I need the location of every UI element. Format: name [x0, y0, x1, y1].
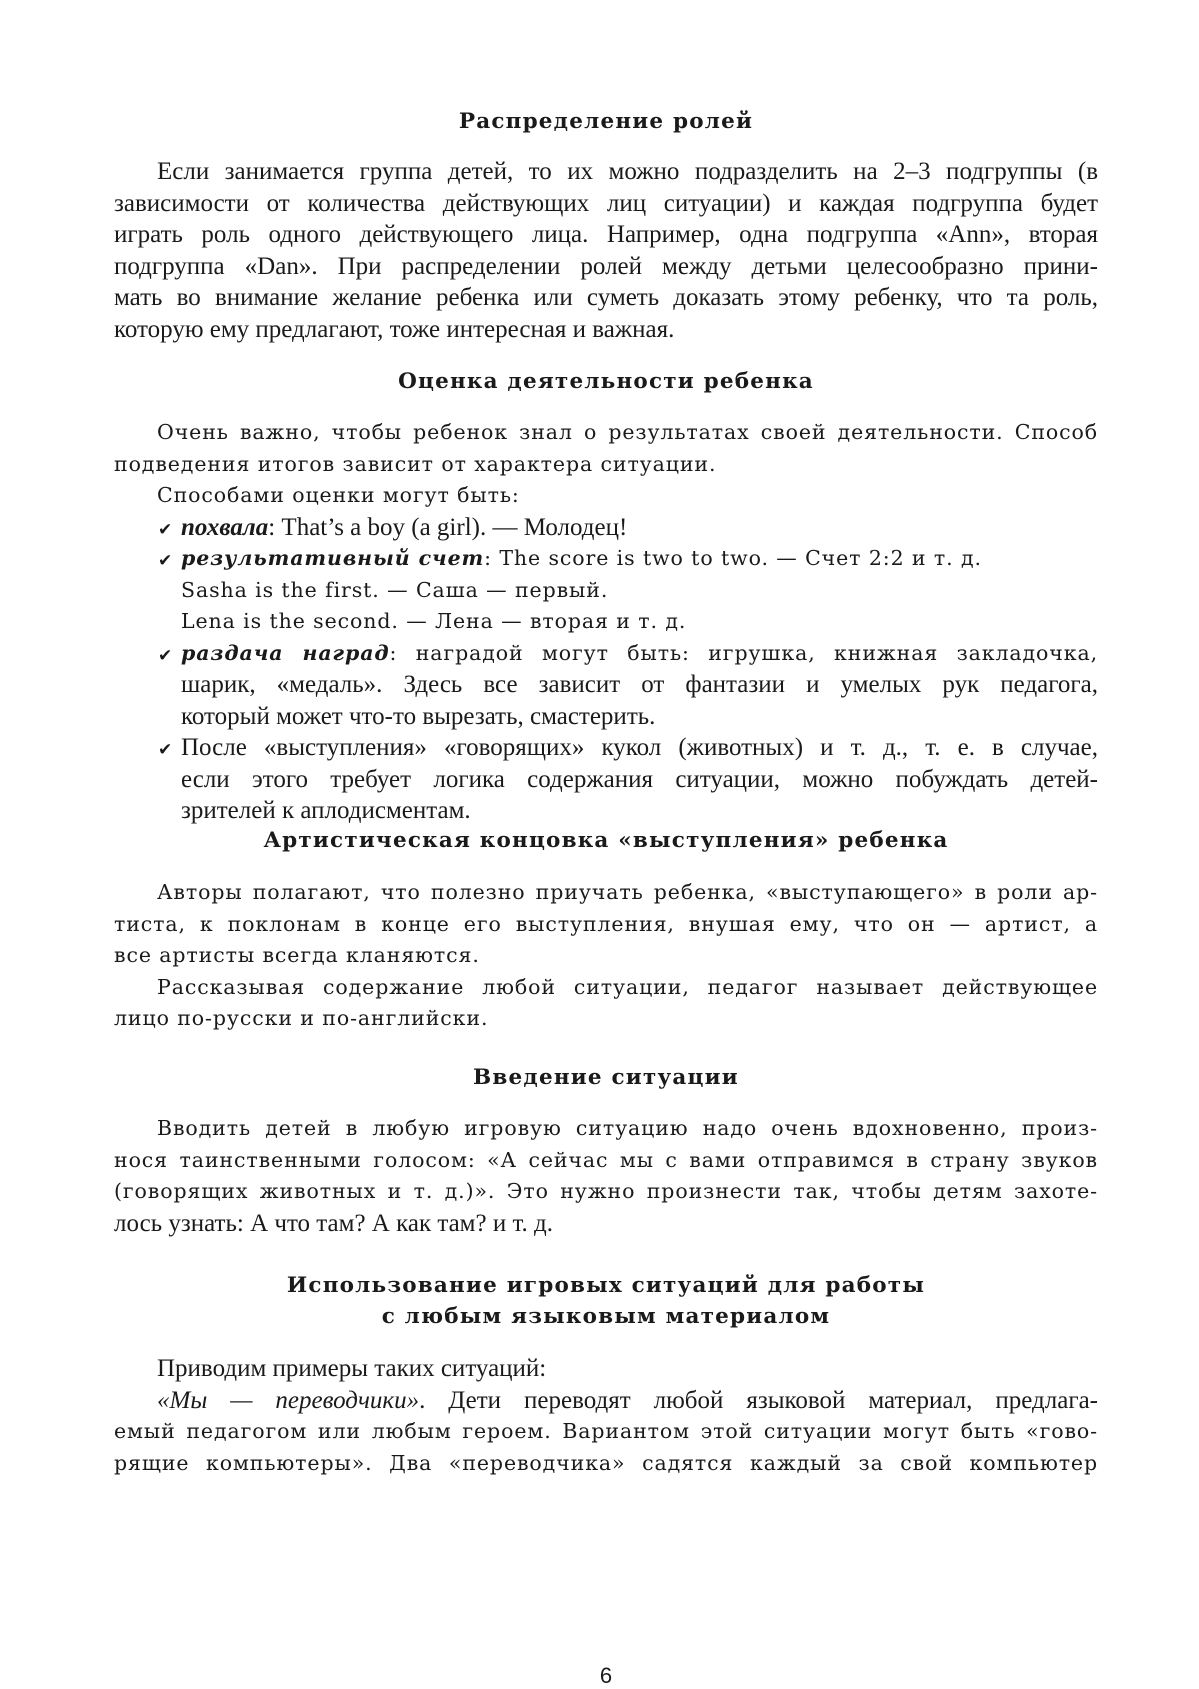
section-heading-usage: Использование игровых ситуаций для работы: [286, 1273, 926, 1298]
text-line: тиста, к поклонам в конце его выступления, внушая ему, что он — артист, а: [114, 911, 1098, 936]
paragraph-evaluation: [114, 417, 1098, 827]
list-item-text: : наградой могут быть: игрушка, книжная закладочка,: [389, 640, 1098, 665]
list-item: [114, 638, 1098, 670]
list-item-continuation: шарик, «медаль». Здесь все зависит от фантазии и умелых рук педагога,: [181, 671, 1098, 698]
check-icon: ✔: [158, 645, 174, 666]
section-heading-roles: Распределение ролей: [458, 109, 754, 134]
text-line: лицо по-русски и по-английски.: [114, 1006, 489, 1030]
text-line: Если занимается группа детей, то их можно подразделить на 2–3 подгруппы (в: [157, 158, 1098, 185]
text-line: подведения итогов зависит от характера ситуации.: [114, 451, 717, 476]
text-line: которую ему предлагают, тоже интересная и важная.: [114, 315, 675, 343]
check-icon: ✔: [158, 519, 173, 540]
text-fragment: . Дети переводят любой языковой материал, предлага-: [419, 1386, 1098, 1414]
document-page: [114, 0, 1098, 1688]
check-icon: ✔: [158, 740, 173, 760]
list-item-continuation: Sasha is the first. — Саша — первый.: [181, 577, 609, 602]
list-item-text: : The score is two to two. — Счет 2:2 и т. д.: [484, 546, 982, 570]
paragraph-intro: [114, 1113, 1098, 1239]
list-item-term: результативный счет: [181, 546, 485, 570]
list-item-continuation: Lena is the second. — Лена — вторая и т. д.: [181, 609, 687, 633]
text-line: все артисты всегда кланяются.: [114, 943, 480, 967]
check-icon: ✔: [158, 551, 174, 571]
list-item: [114, 543, 1098, 575]
text-line: зависимости от количества действующих лиц ситуации) и каждая подгруппа будет: [114, 189, 1098, 217]
text-line: Авторы полагают, что полезно приучать ребенка, «выступающего» в роли ар-: [157, 880, 1098, 904]
text-line: Вводить детей в любую игровую ситуацию надо очень вдохновенно, произ-: [157, 1116, 1098, 1140]
paragraph-ending: [114, 877, 1098, 1035]
section-heading-intro: Введение ситуации: [473, 1065, 739, 1090]
list-item-text: После «выступления» «говорящих» кукол (животных) и т. д., т. е. в случае,: [181, 734, 1098, 761]
list-item-text: : That’s a boy (a girl). — Молодец!: [268, 513, 628, 541]
text-line: Приводим примеры таких ситуаций:: [157, 1355, 547, 1382]
text-line: нося таинственными голосом: «А сейчас мы с вами отправимся в страну звуков: [114, 1147, 1098, 1172]
situation-title: «Мы — переводчики»: [157, 1386, 420, 1414]
list-item-continuation: который может что-то вырезать, смастерить.: [181, 702, 656, 730]
list-item-continuation: зрителей к аплодисментам.: [181, 797, 471, 824]
list-item: [114, 512, 1098, 544]
list-item-continuation: если этого требует логика содержания ситуации, можно побуждать детей-: [181, 765, 1098, 793]
paragraph-usage: [114, 1353, 1098, 1479]
list-item-term: раздача наград: [181, 640, 390, 665]
text-line: емый педагогом или любым героем. Вариантом этой ситуации могут быть «гово-: [114, 1419, 1098, 1443]
text-line: рящие компьютеры». Два «переводчика» садятся каждый за свой компьютер: [114, 1450, 1098, 1475]
text-line: (говорящих животных и т. д.)». Это нужно произнести так, чтобы детям захоте-: [114, 1179, 1098, 1203]
text-line: Способами оценки могут быть:: [157, 483, 520, 507]
text-line: мать во внимание желание ребенка или суметь доказать этому ребенку, что та роль,: [114, 284, 1098, 311]
list-item: [114, 732, 1098, 764]
text-line: [114, 1385, 1098, 1417]
paragraph-roles: [114, 156, 1098, 345]
section-heading-usage-line-2: с любым языковым материалом: [381, 1304, 831, 1329]
text-line: лось узнать: А что там? А как там? и т. д.: [114, 1209, 553, 1237]
text-line: играть роль одного действующего лица. Например, одна подгруппа «Ann», вторая: [114, 221, 1098, 248]
text-line: Рассказывая содержание любой ситуации, педагог называет действующее: [157, 974, 1098, 999]
text-line: подгруппа «Dan». При распределении ролей между детьми целесообразно прини-: [114, 252, 1098, 280]
page-number: 6: [599, 1663, 613, 1688]
section-heading-evaluation: Оценка деятельности ребенка: [398, 369, 814, 394]
text-line: Очень важно, чтобы ребенок знал о результатах своей деятельности. Способ: [157, 420, 1098, 444]
section-heading-ending: Артистическая концовка «выступления» ребенка: [263, 828, 949, 853]
list-item-term: похвала: [181, 513, 269, 541]
